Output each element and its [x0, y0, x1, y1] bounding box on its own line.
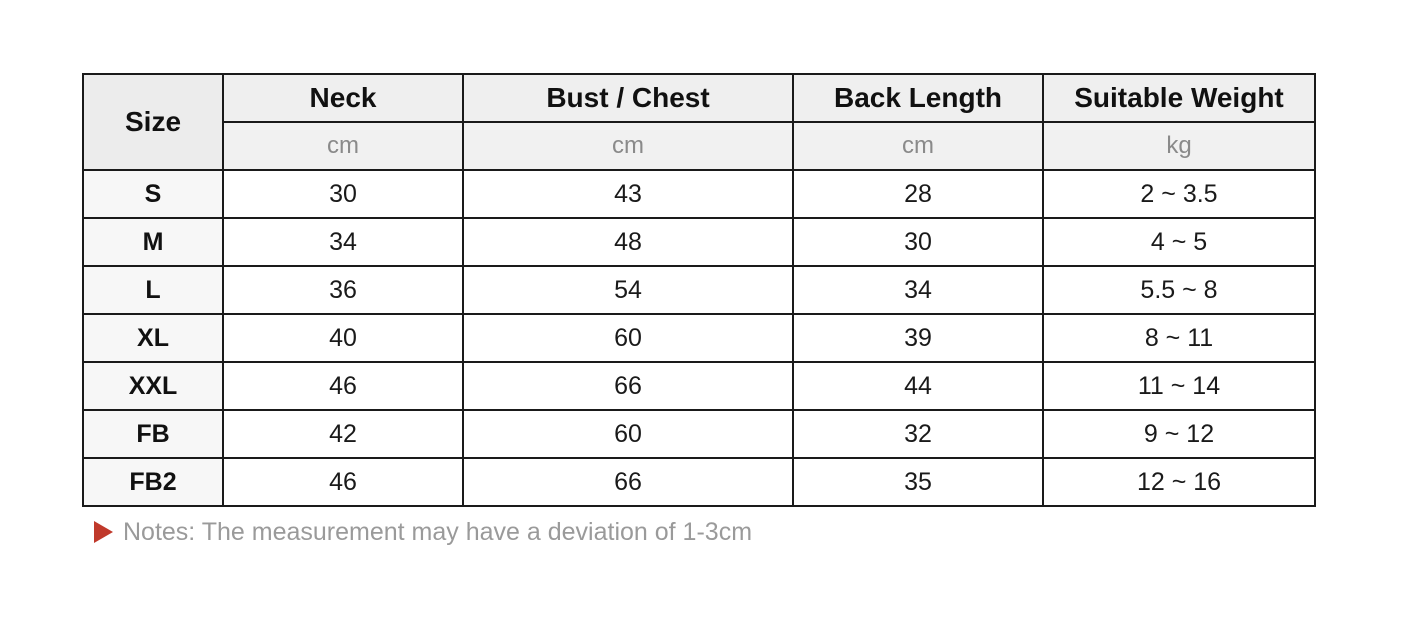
table-row	[83, 170, 1315, 218]
bust-cell: 43	[463, 170, 793, 218]
back-length-column-header: Back Length	[793, 74, 1043, 122]
table-row	[83, 218, 1315, 266]
weight-cell: 8 ~ 11	[1043, 314, 1315, 362]
weight-column-header: Suitable Weight	[1043, 74, 1315, 122]
table-row	[83, 410, 1315, 458]
table-row	[83, 458, 1315, 506]
note-text: Notes: The measurement may have a deviation of 1-3cm	[123, 517, 753, 546]
size-cell: FB	[83, 410, 223, 458]
weight-unit: kg	[1043, 122, 1315, 170]
weight-cell: 9 ~ 12	[1043, 410, 1315, 458]
bust-cell: 60	[463, 314, 793, 362]
bust-unit: cm	[463, 122, 793, 170]
neck-cell: 40	[223, 314, 463, 362]
bust-cell: 48	[463, 218, 793, 266]
size-cell: XL	[83, 314, 223, 362]
size-cell: M	[83, 218, 223, 266]
size-cell: FB2	[83, 458, 223, 506]
back-length-cell: 28	[793, 170, 1043, 218]
unit-row	[83, 122, 1315, 170]
neck-column-header: Neck	[223, 74, 463, 122]
header-row	[83, 74, 1315, 122]
table-row	[83, 362, 1315, 410]
bust-column-header: Bust / Chest	[463, 74, 793, 122]
table-row	[83, 314, 1315, 362]
back-length-unit: cm	[793, 122, 1043, 170]
neck-cell: 42	[223, 410, 463, 458]
neck-cell: 46	[223, 362, 463, 410]
weight-cell: 12 ~ 16	[1043, 458, 1315, 506]
weight-cell: 2 ~ 3.5	[1043, 170, 1315, 218]
neck-cell: 46	[223, 458, 463, 506]
back-length-cell: 34	[793, 266, 1043, 314]
neck-cell: 34	[223, 218, 463, 266]
bust-cell: 66	[463, 362, 793, 410]
size-chart-table	[82, 73, 1316, 507]
neck-unit: cm	[223, 122, 463, 170]
measurement-note	[94, 516, 752, 548]
weight-cell: 4 ~ 5	[1043, 218, 1315, 266]
neck-cell: 36	[223, 266, 463, 314]
back-length-cell: 39	[793, 314, 1043, 362]
weight-cell: 5.5 ~ 8	[1043, 266, 1315, 314]
size-cell: S	[83, 170, 223, 218]
back-length-cell: 30	[793, 218, 1043, 266]
back-length-cell: 32	[793, 410, 1043, 458]
bust-cell: 54	[463, 266, 793, 314]
bust-cell: 66	[463, 458, 793, 506]
back-length-cell: 35	[793, 458, 1043, 506]
triangle-right-icon	[94, 521, 113, 543]
back-length-cell: 44	[793, 362, 1043, 410]
size-cell: L	[83, 266, 223, 314]
table-row	[83, 266, 1315, 314]
weight-cell: 11 ~ 14	[1043, 362, 1315, 410]
bust-cell: 60	[463, 410, 793, 458]
size-cell: XXL	[83, 362, 223, 410]
size-column-header: Size	[83, 74, 223, 170]
neck-cell: 30	[223, 170, 463, 218]
